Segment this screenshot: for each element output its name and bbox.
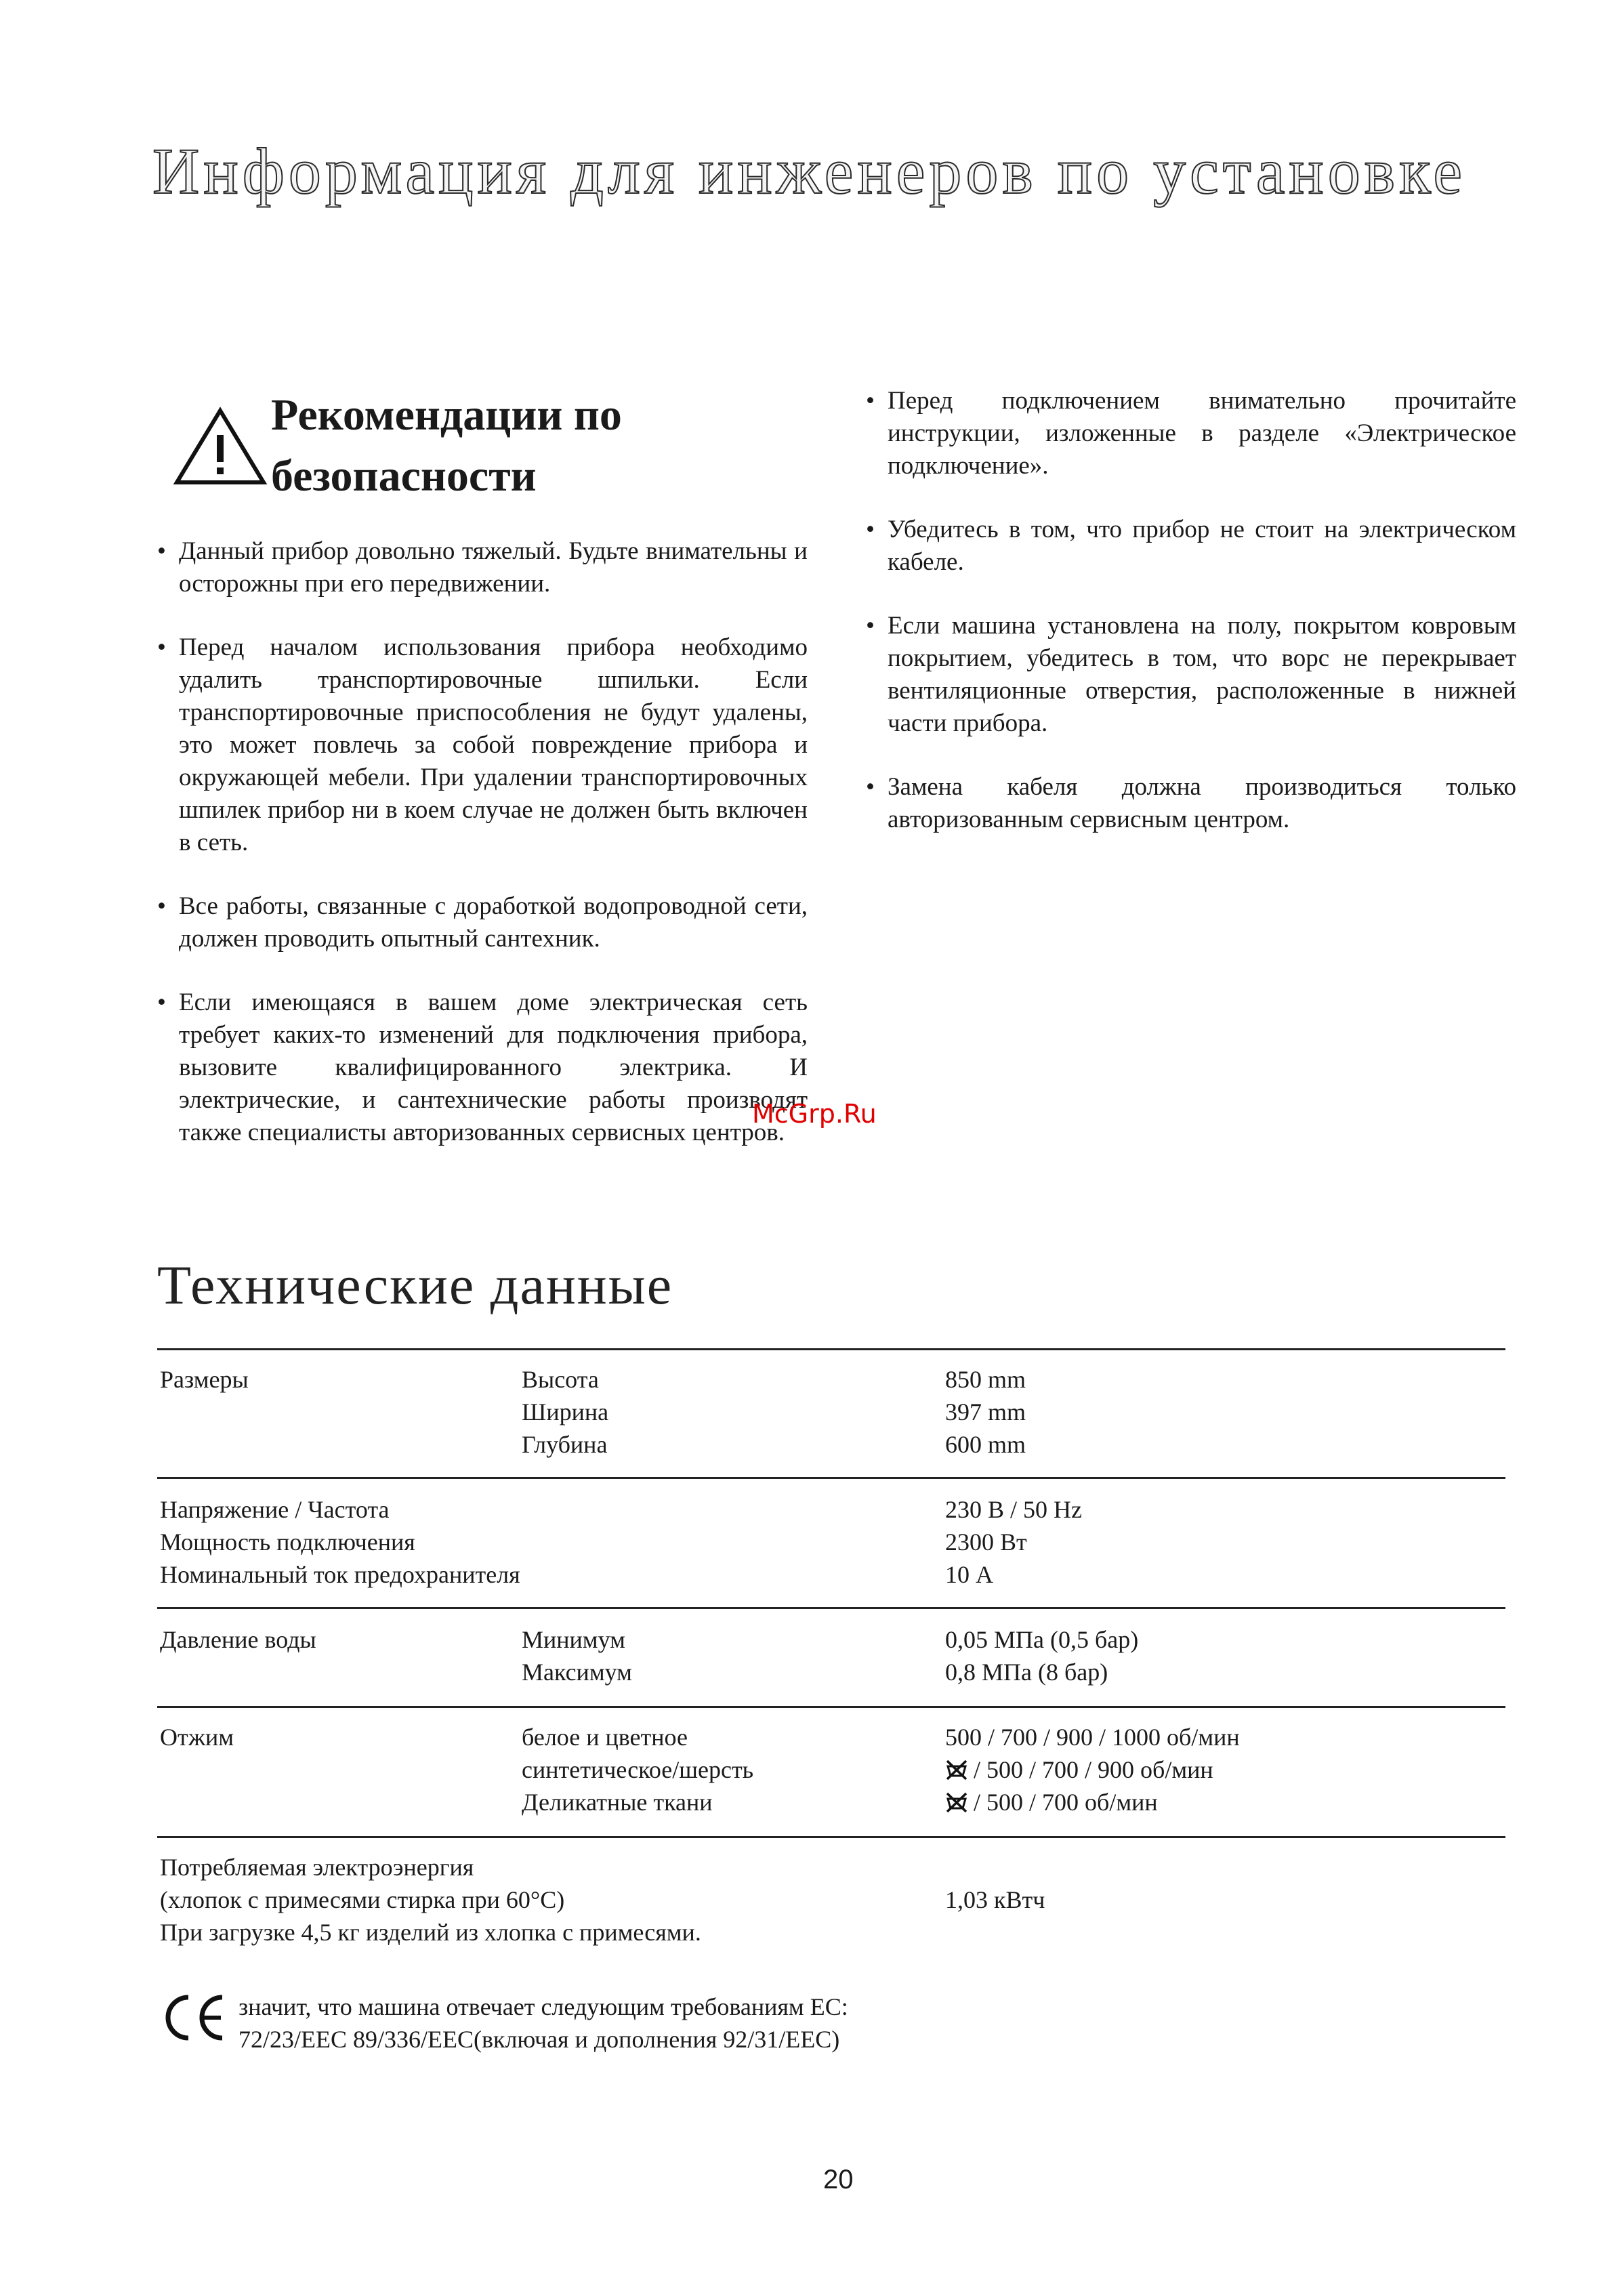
power-label: Мощность подключения	[160, 1528, 415, 1556]
pressure-min-label: Минимум	[522, 1626, 625, 1653]
safety-heading-line1: Рекомендации по	[271, 390, 622, 440]
pressure-label: Давление воды	[160, 1626, 316, 1653]
spin-white-label: белое и цветное	[522, 1724, 688, 1751]
safety-list-left	[157, 535, 808, 1180]
list-item: • Перед подключением внимательно прочитайте инструкции, изложенные в разделе «Электрическое подключение».	[866, 385, 1516, 482]
tech-heading: Технические данные	[157, 1254, 673, 1316]
list-item: • Данный прибор довольно тяжелый. Будьте внимательны и осторожны при его передвижении.	[157, 535, 808, 600]
fuse-value: 10 А	[945, 1561, 993, 1588]
no-spin-icon	[945, 1791, 968, 1814]
spin-delicate-row	[945, 1786, 1158, 1818]
page-number: 20	[823, 2165, 854, 2194]
dims-label: Размеры	[160, 1366, 249, 1393]
list-item: • Все работы, связанные с доработкой водопроводной сети, должен проводить опытный сантехник.	[157, 890, 808, 955]
table-rule	[157, 1348, 1505, 1350]
list-item: • Перед началом использования прибора необходимо удалить транспортировочные шпильки. Если транспортировочные приспособления не будут удалены, это может повлечь за собой повреждение прибора и окружающей мебели. При удалении транспортировочных шпилек прибор ни в коем случае не должен быть включен в сеть.	[157, 631, 808, 859]
spin-delicate-value: / 500 / 700 об/мин	[974, 1789, 1158, 1816]
ce-line2: 72/23/EEC 89/336/EEC(включая и дополнения 92/31/EEC)	[238, 2026, 840, 2053]
voltage-value: 230 В / 50 Hz	[945, 1496, 1082, 1523]
list-item: • Замена кабеля должна производиться только авторизованным сервисным центром.	[866, 771, 1516, 836]
page-title: Информация для инженеров по установке	[152, 135, 1466, 207]
voltage-label: Напряжение / Частота	[160, 1496, 390, 1523]
table-rule	[157, 1607, 1505, 1609]
watermark: McGrp.Ru	[752, 1099, 877, 1129]
table-rule	[157, 1477, 1505, 1479]
power-value: 2300 Вт	[945, 1528, 1027, 1556]
height-value: 850 mm	[945, 1366, 1026, 1393]
table-rule	[157, 1706, 1505, 1708]
spin-synth-value: / 500 / 700 / 900 об/мин	[974, 1756, 1213, 1783]
ce-text	[238, 1991, 848, 2056]
ce-line1: значит, что машина отвечает следующим требованиям ЕС:	[238, 1993, 848, 2020]
height-label: Высота	[522, 1366, 599, 1393]
pressure-max-label: Максимум	[522, 1659, 632, 1686]
depth-value: 600 mm	[945, 1431, 1026, 1458]
safety-heading-line2: безопасности	[271, 451, 537, 501]
width-label: Ширина	[522, 1398, 609, 1425]
energy-label-line2: (хлопок с примесями стирка при 60°С)	[160, 1886, 565, 1913]
depth-label: Глубина	[522, 1431, 608, 1458]
list-item: • Если имеющаяся в вашем доме электрическая сеть требует каких-то изменений для подключения прибора, вызовите квалифицированного электрика. И электрические, и сантехнические работы производят также специалисты авторизованных сервисных центров.	[157, 986, 808, 1149]
spin-white-value: 500 / 700 / 900 / 1000 об/мин	[945, 1724, 1240, 1751]
list-item: • Если машина установлена на полу, покрытом ковровым покрытием, убедитесь в том, что ворс не перекрывает вентиляционные отверстия, расположенные в нижней части прибора.	[866, 610, 1516, 740]
warning-triangle-icon	[173, 407, 268, 488]
energy-value: 1,03 кВтч	[945, 1886, 1045, 1913]
energy-label-line1: Потребляемая электроэнергия	[160, 1854, 474, 1881]
pressure-max-value: 0,8 МПа (8 бар)	[945, 1659, 1108, 1686]
ce-mark-icon	[161, 1992, 229, 2043]
width-value: 397 mm	[945, 1398, 1026, 1425]
safety-list-right	[866, 385, 1516, 867]
safety-heading	[271, 385, 745, 507]
pressure-min-value: 0,05 МПа (0,5 бар)	[945, 1626, 1139, 1653]
spin-label: Отжим	[160, 1724, 234, 1751]
spin-synth-label: синтетическое/шерсть	[522, 1756, 754, 1783]
table-rule	[157, 1836, 1505, 1838]
fuse-label: Номинальный ток предохранителя	[160, 1561, 520, 1588]
energy-label-line3: При загрузке 4,5 кг изделий из хлопка с примесями.	[160, 1919, 701, 1946]
spin-synth-row	[945, 1753, 1213, 1786]
list-item: • Убедитесь в том, что прибор не стоит на электрическом кабеле.	[866, 514, 1516, 579]
no-spin-icon	[945, 1758, 968, 1781]
spin-delicate-label: Деликатные ткани	[522, 1789, 713, 1816]
